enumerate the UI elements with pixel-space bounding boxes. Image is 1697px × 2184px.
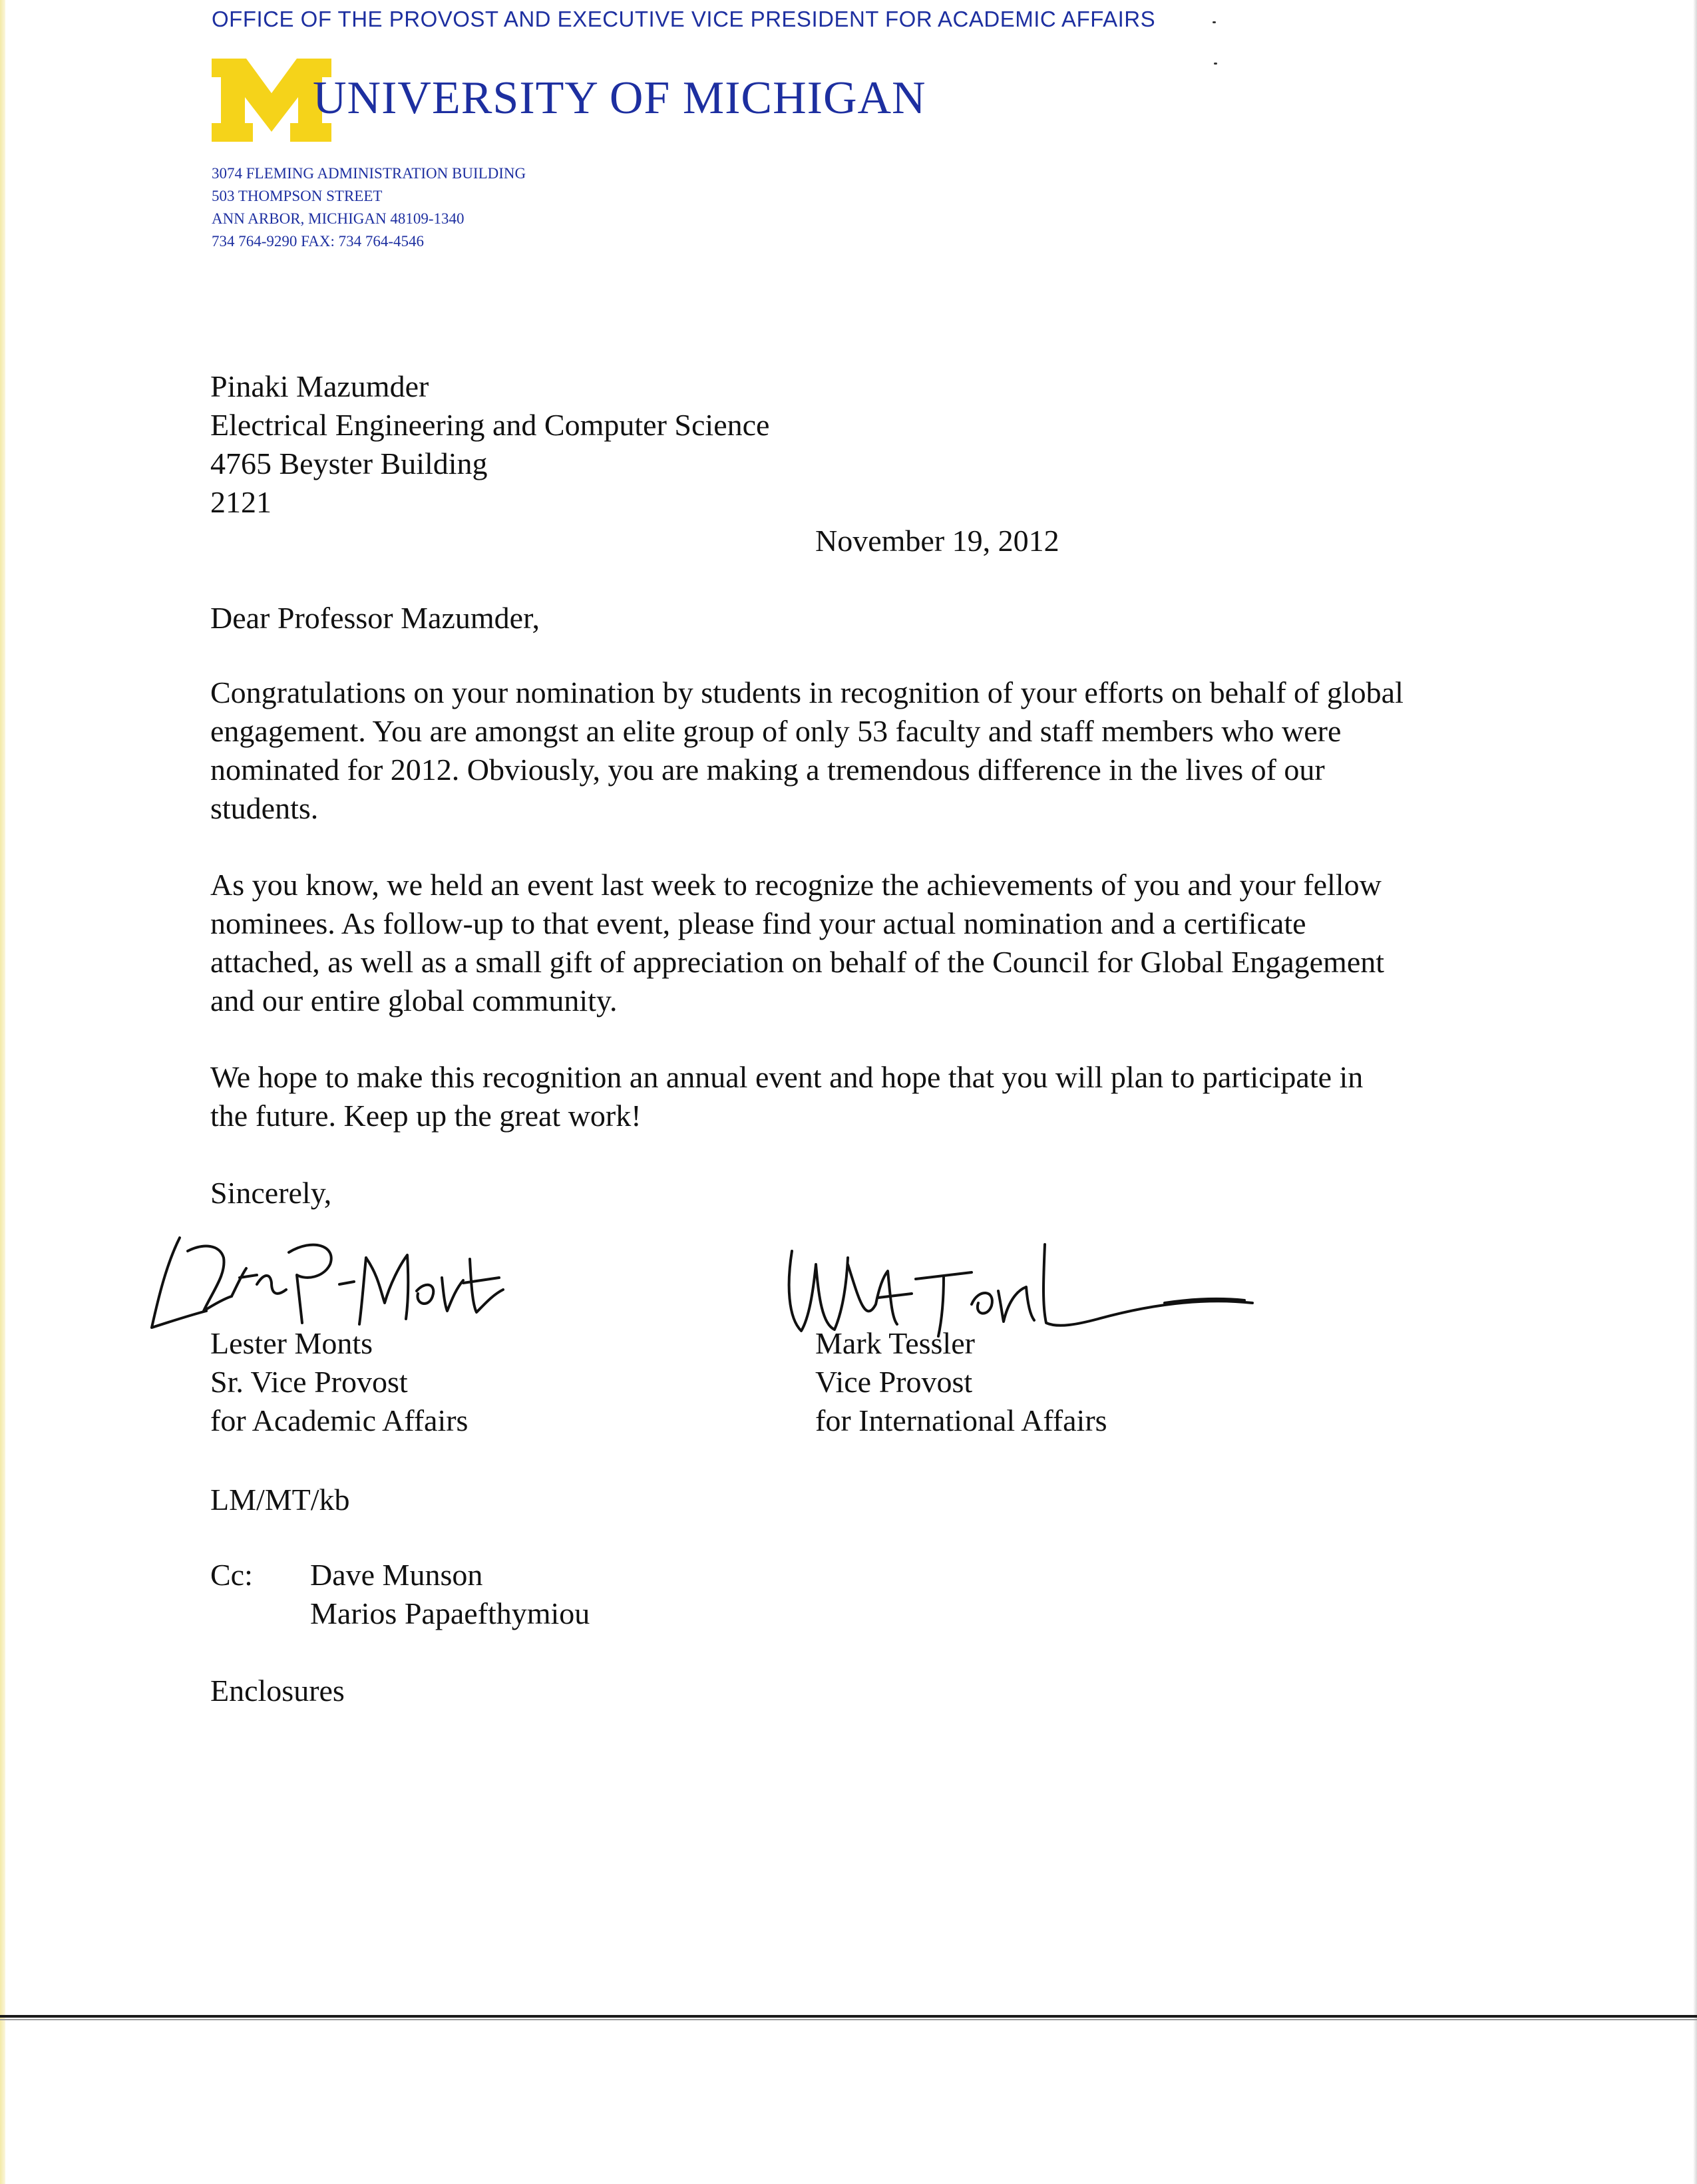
address-line: ANN ARBOR, MICHIGAN 48109-1340 bbox=[212, 210, 465, 227]
address-line: 3074 FLEMING ADMINISTRATION BUILDING bbox=[212, 165, 526, 182]
recipient-code: 2121 bbox=[210, 485, 272, 519]
cc-name: Dave Munson bbox=[310, 1558, 483, 1592]
paragraph-line: Congratulations on your nomination by students in recognition of your efforts on behalf of global bbox=[210, 675, 1404, 709]
letterhead-address bbox=[212, 162, 526, 253]
paragraph-line: We hope to make this recognition an annual event and hope that you will plan to participate in bbox=[210, 1060, 1364, 1094]
page-bottom-edge bbox=[0, 2015, 1697, 2018]
letter-date: November 19, 2012 bbox=[815, 524, 1059, 558]
signatory-title: Vice Provost bbox=[815, 1365, 973, 1399]
paragraph-line: students. bbox=[210, 791, 319, 825]
paragraph-line: and our entire global community. bbox=[210, 984, 618, 1017]
paragraph-line: engagement. You are amongst an elite group of only 53 faculty and staff members who were bbox=[210, 714, 1342, 748]
cc-name: Marios Papaefthymiou bbox=[310, 1596, 590, 1630]
signatory-1 bbox=[210, 1324, 676, 1440]
signatory-title: for Academic Affairs bbox=[210, 1403, 469, 1437]
recipient-building: 4765 Beyster Building bbox=[210, 447, 488, 480]
signatory-title: for International Affairs bbox=[815, 1403, 1107, 1437]
paper-edge-left bbox=[0, 0, 5, 2184]
paragraph-line: attached, as well as a small gift of appreciation on behalf of the Council for Global Engagement bbox=[210, 945, 1385, 979]
address-line: 503 THOMPSON STREET bbox=[212, 188, 383, 204]
paper-edge-right bbox=[1693, 0, 1697, 2184]
signatory-title: Sr. Vice Provost bbox=[210, 1365, 408, 1399]
salutation: Dear Professor Mazumder, bbox=[210, 601, 540, 635]
cc-list bbox=[310, 1556, 590, 1633]
recipient-name: Pinaki Mazumder bbox=[210, 369, 429, 403]
paragraph-line: As you know, we held an event last week to recognize the achievements of you and your fellow bbox=[210, 868, 1382, 902]
enclosures: Enclosures bbox=[210, 1674, 345, 1708]
paragraph-line: nominees. As follow-up to that event, please find your actual nomination and a certificate bbox=[210, 906, 1306, 940]
paragraph-line: nominated for 2012. Obviously, you are making a tremendous difference in the lives of our bbox=[210, 753, 1325, 787]
address-line: 734 764-9290 FAX: 734 764-4546 bbox=[212, 233, 425, 250]
reference-initials: LM/MT/kb bbox=[210, 1483, 350, 1517]
paragraph-line: the future. Keep up the great work! bbox=[210, 1099, 642, 1133]
signatory-name: Mark Tessler bbox=[815, 1326, 975, 1360]
cc-label: Cc: bbox=[210, 1558, 253, 1592]
signatory-2 bbox=[815, 1324, 1414, 1440]
office-title: OFFICE OF THE PROVOST AND EXECUTIVE VICE PRESIDENT FOR ACADEMIC AFFAIRS bbox=[212, 7, 1156, 31]
body-paragraph-2 bbox=[210, 866, 1541, 1020]
scan-speck bbox=[1213, 21, 1216, 23]
body-paragraph-1 bbox=[210, 673, 1541, 828]
scan-speck bbox=[1214, 63, 1217, 65]
university-name: UNIVERSITY OF MICHIGAN bbox=[313, 73, 926, 124]
page-bottom-edge-shadow bbox=[0, 2019, 1697, 2020]
body-paragraph-3 bbox=[210, 1058, 1541, 1135]
recipient-department: Electrical Engineering and Computer Science bbox=[210, 408, 770, 442]
closing: Sincerely, bbox=[210, 1176, 332, 1210]
signatory-name: Lester Monts bbox=[210, 1326, 373, 1360]
